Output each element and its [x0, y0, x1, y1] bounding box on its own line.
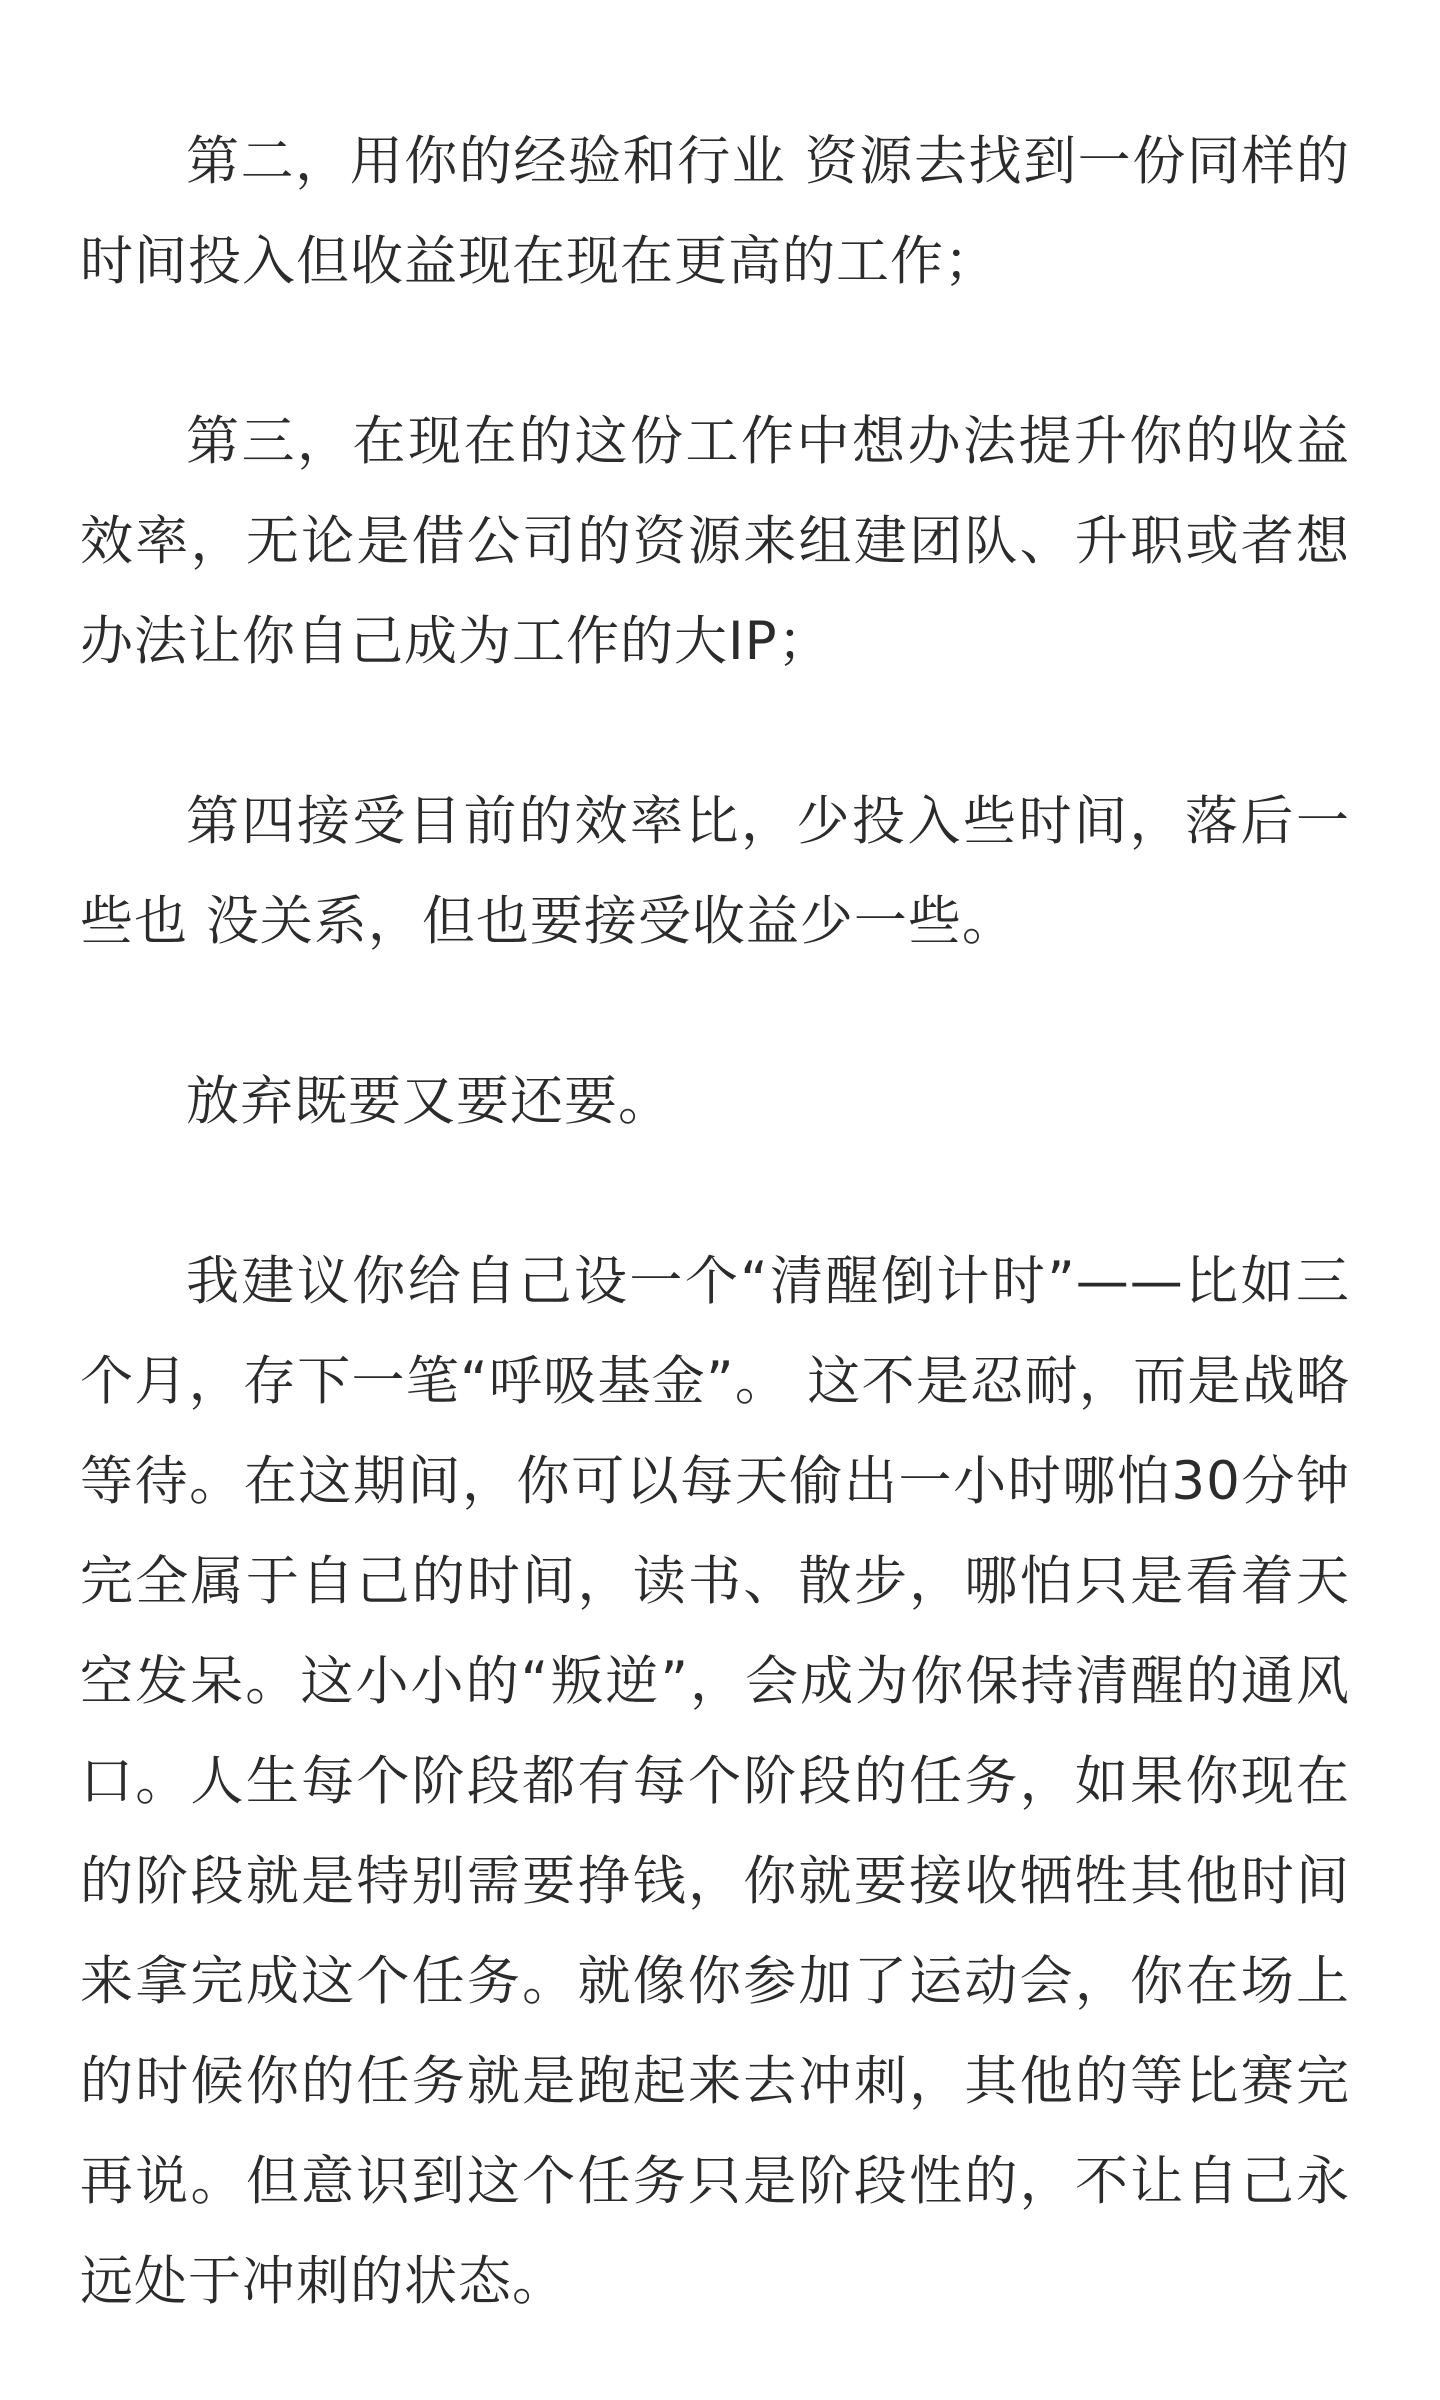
article-body [80, 112, 1350, 2332]
paragraph-give-up: 放弃既要又要还要。 [186, 1071, 672, 1132]
paragraph-third-option: 第三，在现在的这份工作中想办法提升你的收益效率，无论是借公司的资源来组建团队、升职或者想办法让你自己成为工作的大IP； [80, 411, 1350, 672]
paragraph-second-option: 第二，用你的经验和行业 资源去找到一份同样的时间投入但收益现在现在更高的工作； [80, 131, 1350, 292]
paragraph-countdown-advice: 我建议你给自己设一个“清醒倒计时”——比如三个月，存下一笔“呼吸基金”。 这不是忍耐，而是战略等待。在这期间，你可以每天偷出一小时哪怕30分钟完全属于自己的时间，读书、散步，哪怕只是看着天空发呆。这小小的“叛逆”，会成为你保持清醒的通风口。人生每个阶段都有每个阶段的任务，如果你现在的阶段就是特别需要挣钱，你就要接收牺牲其他时间来拿完成这个任务。就像你参加了运动会，你在场上的时候你的任务就是跑起来去冲刺，其他的等比赛完再说。但意识到这个任务只是阶段性的，不让自己永远处于冲刺的状态。 [80, 1251, 1350, 2312]
paragraph-fourth-option: 第四接受目前的效率比，少投入些时间，落后一些也 没关系，但也要接受收益少一些。 [80, 791, 1350, 952]
